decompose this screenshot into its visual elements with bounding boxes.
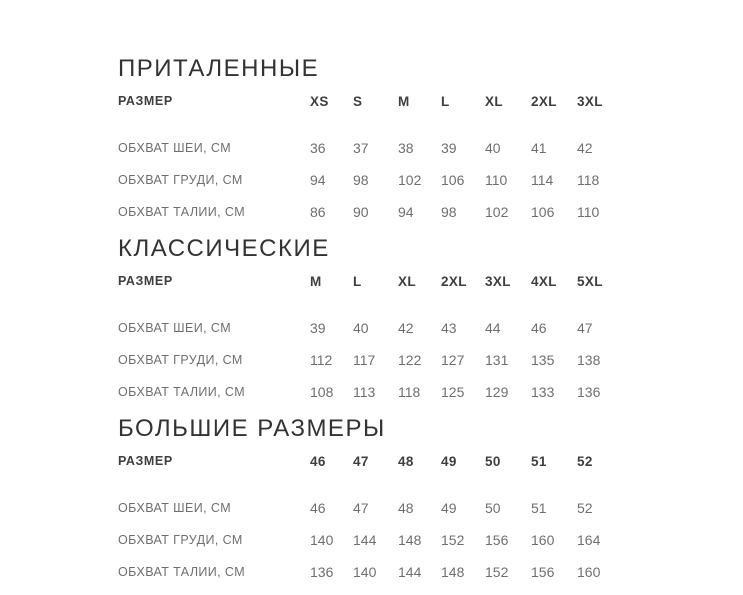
size-header-cell: S [353,94,363,109]
row-label-cell: ОБХВАТ ШЕИ, СМ [118,321,232,335]
size-header-cell: 52 [577,454,593,469]
value-cell: 43 [441,320,457,336]
size-table-header-row [118,451,625,492]
value-cell: 148 [398,532,422,548]
value-cell: 160 [577,564,601,580]
size-header-cell: 5XL [577,274,603,289]
value-cell: 98 [353,172,369,188]
value-cell: 156 [531,564,555,580]
value-cell: 46 [310,500,326,516]
measurement-row [118,376,625,408]
value-cell: 156 [485,532,509,548]
size-table-header-row [118,91,625,132]
row-label-cell: ОБХВАТ ГРУДИ, СМ [118,353,243,367]
value-cell: 113 [353,384,376,400]
measurement-row [118,524,625,556]
size-header-cell: M [398,94,410,109]
value-cell: 106 [531,204,555,220]
section-title: БОЛЬШИЕ РАЗМЕРЫ [118,415,386,442]
size-table-header-row [118,271,625,312]
size-header-cell: 51 [531,454,547,469]
value-cell: 47 [577,320,593,336]
value-cell: 136 [577,384,601,400]
size-table [118,91,625,228]
size-header-cell: 2XL [531,94,557,109]
value-cell: 50 [485,500,501,516]
value-cell: 131 [485,352,509,368]
value-cell: 38 [398,140,414,156]
measurement-row [118,492,625,524]
value-cell: 94 [398,204,414,220]
size-section [118,55,625,228]
size-section [118,415,625,588]
value-cell: 40 [485,140,501,156]
value-cell: 140 [353,564,377,580]
value-cell: 110 [577,204,600,220]
value-cell: 118 [577,172,600,188]
value-cell: 144 [353,532,377,548]
value-cell: 144 [398,564,422,580]
value-cell: 140 [310,532,334,548]
size-header-cell: 3XL [577,94,603,109]
measurement-row [118,556,625,588]
value-cell: 49 [441,500,457,516]
value-cell: 46 [531,320,547,336]
size-header-cell: 3XL [485,274,511,289]
measurement-row [118,344,625,376]
value-cell: 138 [577,352,601,368]
value-cell: 160 [531,532,555,548]
value-cell: 36 [310,140,326,156]
header-label-cell: РАЗМЕР [118,274,173,288]
value-cell: 52 [577,500,593,516]
value-cell: 86 [310,204,326,220]
value-cell: 148 [441,564,465,580]
value-cell: 42 [577,140,593,156]
section-title: КЛАССИЧЕСКИЕ [118,235,330,262]
value-cell: 94 [310,172,326,188]
size-section [118,235,625,408]
value-cell: 152 [441,532,465,548]
value-cell: 39 [441,140,457,156]
value-cell: 90 [353,204,369,220]
value-cell: 114 [531,172,554,188]
value-cell: 152 [485,564,509,580]
value-cell: 127 [441,352,465,368]
value-cell: 42 [398,320,414,336]
size-header-cell: XS [310,94,329,109]
row-label-cell: ОБХВАТ ГРУДИ, СМ [118,173,243,187]
value-cell: 135 [531,352,555,368]
measurement-row [118,132,625,164]
value-cell: 102 [485,204,509,220]
measurement-row [118,164,625,196]
size-table [118,451,625,588]
value-cell: 40 [353,320,369,336]
measurement-row [118,312,625,344]
header-label-cell: РАЗМЕР [118,94,173,108]
header-label-cell: РАЗМЕР [118,454,173,468]
value-cell: 133 [531,384,555,400]
size-header-cell: 4XL [531,274,557,289]
row-label-cell: ОБХВАТ ШЕИ, СМ [118,141,232,155]
row-label-cell: ОБХВАТ ТАЛИИ, СМ [118,385,246,399]
value-cell: 39 [310,320,326,336]
value-cell: 98 [441,204,457,220]
size-table [118,271,625,408]
size-guide [118,55,625,595]
value-cell: 108 [310,384,334,400]
value-cell: 125 [441,384,465,400]
size-header-cell: M [310,274,322,289]
size-header-cell: 46 [310,454,326,469]
section-title: ПРИТАЛЕННЫЕ [118,55,320,82]
value-cell: 136 [310,564,334,580]
value-cell: 41 [531,140,547,156]
value-cell: 44 [485,320,501,336]
size-header-cell: XL [398,274,417,289]
measurement-row [118,196,625,228]
size-header-cell: 49 [441,454,457,469]
value-cell: 110 [485,172,508,188]
value-cell: 122 [398,352,422,368]
value-cell: 47 [353,500,369,516]
value-cell: 129 [485,384,509,400]
value-cell: 102 [398,172,422,188]
row-label-cell: ОБХВАТ ТАЛИИ, СМ [118,205,246,219]
value-cell: 51 [531,500,547,516]
row-label-cell: ОБХВАТ ГРУДИ, СМ [118,533,243,547]
value-cell: 106 [441,172,465,188]
size-header-cell: 50 [485,454,501,469]
row-label-cell: ОБХВАТ ШЕИ, СМ [118,501,232,515]
row-label-cell: ОБХВАТ ТАЛИИ, СМ [118,565,246,579]
value-cell: 164 [577,532,601,548]
size-header-cell: XL [485,94,504,109]
size-header-cell: 47 [353,454,369,469]
value-cell: 118 [398,384,421,400]
size-header-cell: 48 [398,454,414,469]
value-cell: 117 [353,352,376,368]
value-cell: 37 [353,140,369,156]
value-cell: 112 [310,352,333,368]
size-header-cell: L [441,94,450,109]
size-header-cell: L [353,274,362,289]
size-header-cell: 2XL [441,274,467,289]
value-cell: 48 [398,500,414,516]
